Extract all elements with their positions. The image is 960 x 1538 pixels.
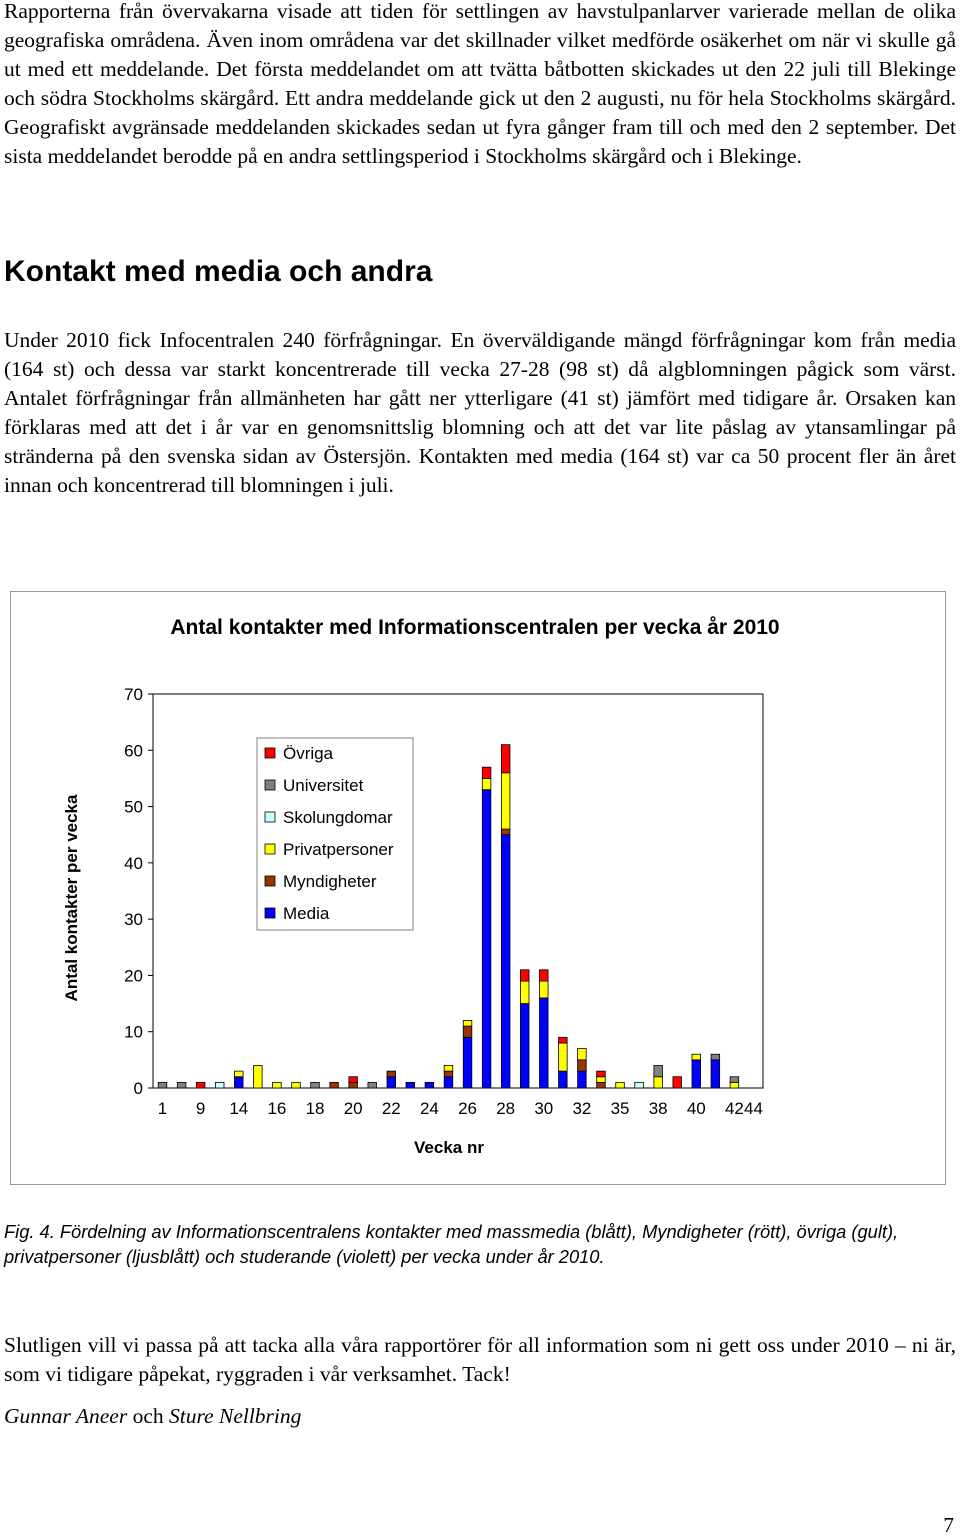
bar-segment-media (578, 1071, 587, 1088)
bar-segment-universitet (368, 1082, 377, 1088)
chart-frame (10, 591, 946, 1185)
y-tick-label: 70 (124, 685, 143, 704)
x-axis-label: Vecka nr (414, 1138, 484, 1157)
bar-segment-skolungdomar (635, 1082, 644, 1088)
stacked-bar-chart (11, 592, 947, 1186)
x-tick-label: 1 (157, 1099, 168, 1118)
bar-segment-media (692, 1060, 701, 1088)
x-tick-label: 38 (648, 1099, 668, 1118)
x-tick-label: 18 (305, 1099, 325, 1118)
chart-legend (257, 738, 413, 930)
section-heading: Kontakt med media och andra (4, 255, 433, 288)
y-tick-label: 10 (124, 1022, 143, 1042)
x-tick-label: 26 (458, 1099, 477, 1118)
bar-segment-privatpersoner (616, 1082, 625, 1088)
bar-segment-universitet (711, 1054, 720, 1060)
bar-segment-media (520, 1004, 529, 1088)
bar-segment-övriga (482, 767, 491, 778)
bar-segment-universitet (311, 1082, 320, 1088)
bar-segment-privatpersoner (520, 981, 529, 1004)
bar-segment-myndigheter (597, 1082, 606, 1088)
x-tick-label: 32 (572, 1099, 592, 1118)
x-tick-label: 9 (195, 1099, 206, 1118)
y-tick-label: 50 (124, 797, 143, 817)
bar-segment-myndigheter (463, 1026, 472, 1037)
x-tick-label: 42 (724, 1099, 744, 1118)
plot-area (124, 685, 763, 1118)
bar-segment-övriga (520, 970, 529, 981)
bar-segment-media (387, 1077, 396, 1088)
bar-segment-privatpersoner (273, 1082, 282, 1088)
bar-segment-övriga (559, 1037, 568, 1043)
author-name-1: Gunnar Aneer (4, 1404, 128, 1428)
bar-segment-media (539, 998, 548, 1088)
bar-segment-media (711, 1060, 720, 1088)
figure-caption: Fig. 4. Fördelning av Informationscentralens kontakter med massmedia (blått), Myndigheter (rött), övriga (gult), privatpersoner (ljusblått) och studerande (violett) per vecka under år 2010. (4, 1221, 899, 1267)
y-tick-label: 20 (124, 966, 143, 986)
page-number: 7 (943, 1513, 954, 1537)
plot-frame (153, 694, 763, 1088)
bar-segment-myndigheter (330, 1082, 339, 1088)
y-tick-label: 0 (133, 1079, 143, 1098)
y-tick-label: 40 (124, 853, 143, 873)
chart-title: Antal kontakter med Informationscentralen per vecka år 2010 (170, 616, 780, 639)
bar-segment-media (234, 1077, 243, 1088)
bar-segment-media (463, 1037, 472, 1088)
x-tick-label: 20 (343, 1099, 363, 1118)
legend-swatch (265, 812, 275, 822)
legend-swatch (265, 908, 275, 918)
bar-segment-privatpersoner (254, 1065, 263, 1088)
bar-segment-privatpersoner (444, 1065, 453, 1071)
bar-segment-privatpersoner (578, 1049, 587, 1060)
bar-segment-övriga (501, 745, 510, 773)
x-tick-label: 16 (267, 1099, 287, 1118)
bar-segment-media (482, 790, 491, 1088)
legend-box (257, 738, 413, 930)
bar-segment-övriga (597, 1071, 606, 1077)
bar-segment-övriga (349, 1077, 358, 1083)
bar-segment-övriga (196, 1082, 205, 1088)
bar-segment-privatpersoner (597, 1077, 606, 1083)
legend-swatch (265, 876, 275, 886)
y-tick-label: 30 (124, 910, 143, 930)
closing-paragraph: Slutligen vill vi passa på att tacka alla våra rapportörer för all information som ni gett oss under 2010 – ni är, som vi tidigare påpekat, ryggraden i vår verksamhet. Tack! (4, 1333, 956, 1386)
legend-swatch (265, 844, 275, 854)
x-tick-label: 14 (229, 1099, 249, 1118)
bar-segment-media (425, 1082, 434, 1088)
bar-segment-universitet (158, 1082, 167, 1088)
bar-segment-privatpersoner (654, 1077, 663, 1088)
contacts-paragraph: Under 2010 fick Infocentralen 240 förfrågningar. En överväldigande mängd förfrågningar kom från media (164 st) och dessa var starkt koncentrerade till vecka 27-28 (98 st) då algblomningen pågick som värst. Antalet förfrågningar från allmänheten har gått ner ytterligare (41 st) jämfört med tidigare år. Orsaken kan förklaras med att det i år var en genomsnittslig blomning och att det var lite påslag av ytansamlingar på stränderna på den svenska sidan av Östersjön. Kontakten med media (164 st) var ca 50 procent fler än året innan och koncentrerad till blomningen i juli. (4, 328, 956, 497)
x-tick-label: 30 (534, 1099, 554, 1118)
legend-label: Myndigheter (283, 872, 377, 891)
bar-segment-universitet (654, 1065, 663, 1076)
bar-segment-privatpersoner (539, 981, 548, 998)
x-tick-label: 24 (419, 1099, 439, 1118)
legend-label: Skolungdomar (283, 808, 393, 827)
bar-segment-myndigheter (387, 1071, 396, 1077)
bar-segment-myndigheter (349, 1082, 358, 1088)
bar-segment-media (501, 835, 510, 1088)
author-conjunction: och (132, 1404, 164, 1428)
bar-segment-myndigheter (501, 829, 510, 835)
legend-label: Övriga (283, 744, 334, 763)
bar-segment-övriga (539, 970, 548, 981)
intro-paragraph: Rapporterna från övervakarna visade att tiden för settlingen av havstulpanlarver varierade mellan de olika geografiska områdena. Även inom områdena var det skillnader vilket medförde osäkerhet om när vi skulle gå ut med ett meddelande. Det första meddelandet om att tvätta båtbotten skickades ut den 22 juli till Blekinge och södra Stockholms skärgård. Ett andra meddelande gick ut den 2 augusti, nu för hela Stockholms skärgård. Geografiskt avgränsade meddelanden skickades sedan ut fyra gånger fram till och med den 2 september. Det sista meddelandet berodde på en andra settlingsperiod i Stockholms skärgård och i Blekinge. (4, 0, 956, 168)
x-tick-label: 22 (381, 1099, 401, 1118)
bar-segment-myndigheter (578, 1060, 587, 1071)
x-tick-label: 40 (686, 1099, 706, 1118)
bar-segment-myndigheter (444, 1071, 453, 1077)
y-axis-label: Antal kontakter per vecka (62, 794, 81, 1002)
bar-segment-privatpersoner (692, 1054, 701, 1060)
legend-label: Universitet (283, 776, 364, 795)
bar-segment-privatpersoner (482, 778, 491, 789)
bar-segment-universitet (730, 1077, 739, 1083)
bar-segment-privatpersoner (559, 1043, 568, 1071)
legend-label: Media (283, 904, 330, 923)
bar-segment-media (559, 1071, 568, 1088)
legend-label: Privatpersoner (283, 840, 394, 859)
legend-swatch (265, 780, 275, 790)
legend-swatch (265, 748, 275, 758)
x-tick-label: 35 (610, 1099, 630, 1118)
bar-segment-privatpersoner (730, 1082, 739, 1088)
signature (4, 1402, 301, 1431)
bar-segment-universitet (177, 1082, 186, 1088)
x-tick-label: 28 (496, 1099, 516, 1118)
bar-segment-media (406, 1082, 415, 1088)
bar-segment-privatpersoner (463, 1020, 472, 1026)
bar-segment-media (444, 1077, 453, 1088)
x-tick-label: 44 (744, 1099, 763, 1118)
bar-segment-övriga (673, 1077, 682, 1088)
bar-segment-privatpersoner (234, 1071, 243, 1077)
bar-segment-privatpersoner (501, 773, 510, 829)
author-name-2: Sture Nellbring (169, 1404, 302, 1428)
y-tick-label: 60 (124, 741, 143, 761)
bar-segment-privatpersoner (292, 1082, 301, 1088)
bar-segment-skolungdomar (215, 1082, 224, 1088)
